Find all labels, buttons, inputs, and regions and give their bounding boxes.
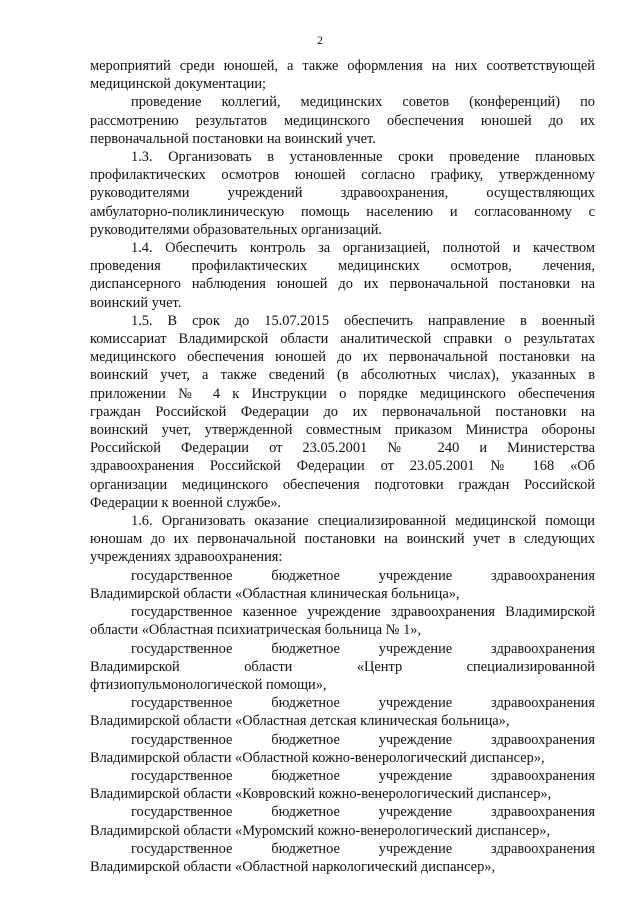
- paragraph: [90, 567, 595, 603]
- paragraph: [90, 148, 595, 239]
- text-line: Владимирской области «Областная детская клиническая больница»,: [90, 713, 510, 730]
- text-line: воинский учет, утвержденной совместным приказом Министра обороны: [90, 422, 595, 439]
- text-line: государственное бюджетное учреждение здравоохранения: [131, 731, 595, 748]
- text-line: Владимирской области «Областная клиническая больница»,: [90, 585, 460, 602]
- text-line: здравоохранения Российской Федерации от 23.05.2001 № 168 «Об: [90, 458, 595, 475]
- text-line: амбулаторно-поликлиническую помощь населению и согласованному с: [90, 203, 595, 220]
- text-line: профилактических осмотров юношей согласно графику, утвержденному: [90, 167, 595, 184]
- paragraph: [90, 93, 595, 148]
- paragraph: [90, 731, 595, 767]
- text-line: мероприятий среди юношей, а также оформления на них соответствующей: [90, 58, 595, 74]
- text-line: области «Областная психиатрическая больница № 1»,: [90, 622, 422, 639]
- paragraph: [90, 603, 595, 639]
- text-line: Владимирской области «Центр специализированной: [90, 658, 595, 675]
- text-line: Владимирской области «Ковровский кожно-венерологический диспансер»,: [90, 786, 552, 803]
- text-line: медицинской документации;: [90, 76, 267, 93]
- text-line: 1.5. В срок до 15.07.2015 обеспечить направление в военный: [131, 312, 595, 329]
- text-line: организации медицинского обеспечения подготовки граждан Российской: [90, 476, 595, 493]
- paragraph: [90, 312, 595, 512]
- page-number: 2: [317, 33, 323, 47]
- text-line: диспансерного наблюдения юношей до их первоначальной постановки на: [90, 276, 595, 293]
- paragraph: [90, 512, 595, 567]
- text-line: воинский учет, а также сведений (в абсолютных числах), указанных в: [90, 367, 595, 384]
- text-line: юношам до их первоначальной постановки на воинский учет в следующих: [90, 531, 595, 548]
- text-line: государственное бюджетное учреждение здравоохранения: [131, 767, 595, 784]
- text-line: государственное бюджетное учреждение здравоохранения: [131, 640, 595, 657]
- paragraph: [90, 640, 595, 695]
- text-line: рассмотрению результатов медицинского обеспечения юношей до их: [90, 112, 595, 129]
- text-line: руководителями образовательных организаций.: [90, 221, 382, 238]
- text-line: проведение коллегий, медицинских советов (конференций) по: [131, 94, 595, 111]
- text-line: государственное бюджетное учреждение здравоохранения: [131, 804, 595, 821]
- text-line: фтизиопульмонологической помощи»,: [90, 676, 327, 693]
- text-line: комиссариат Владимирской области аналитической справки о результатах: [90, 331, 595, 348]
- paragraph: [90, 803, 595, 839]
- text-line: государственное бюджетное учреждение здравоохранения: [131, 567, 595, 584]
- text-line: Владимирской области «Областной кожно-венерологический диспансер»,: [90, 749, 545, 766]
- paragraph: [90, 239, 595, 312]
- text-line: 1.4. Обеспечить контроль за организацией, полнотой и качеством: [131, 240, 595, 257]
- paragraph: [90, 767, 595, 803]
- text-line: Владимирской области «Муромский кожно-венерологический диспансер»,: [90, 822, 551, 839]
- document-body: [90, 57, 595, 876]
- text-line: граждан Российской Федерации до их первоначальной постановки на: [90, 403, 595, 420]
- text-line: государственное казенное учреждение здравоохранения Владимирской: [131, 604, 595, 621]
- text-line: Федерации к военной службе».: [90, 494, 282, 511]
- text-line: приложении № 4 к Инструкции о порядке медицинского обеспечения: [90, 385, 595, 402]
- text-line: 1.6. Организовать оказание специализированной медицинской помощи: [131, 513, 595, 530]
- text-line: учреждениях здравоохранения:: [90, 549, 283, 566]
- text-line: Владимирской области «Областной наркологический диспансер»,: [90, 858, 496, 875]
- text-line: Российской Федерации от 23.05.2001 № 240 и Министерства: [90, 440, 595, 457]
- text-line: первоначальной постановки на воинский учет.: [90, 130, 376, 147]
- text-line: медицинского обеспечения юношей до их первоначальной постановки на: [90, 349, 595, 366]
- text-line: воинский учет.: [90, 294, 182, 311]
- text-line: проведения профилактических медицинских осмотров, лечения,: [90, 258, 595, 275]
- paragraph: [90, 694, 595, 730]
- text-line: 1.3. Организовать в установленные сроки проведение плановых: [131, 149, 595, 166]
- paragraph: [90, 57, 595, 93]
- paragraph: [90, 840, 595, 876]
- text-line: государственное бюджетное учреждение здравоохранения: [131, 695, 595, 712]
- text-line: руководителями учреждений здравоохранения, осуществляющих: [90, 185, 595, 202]
- text-line: государственное бюджетное учреждение здравоохранения: [131, 840, 595, 857]
